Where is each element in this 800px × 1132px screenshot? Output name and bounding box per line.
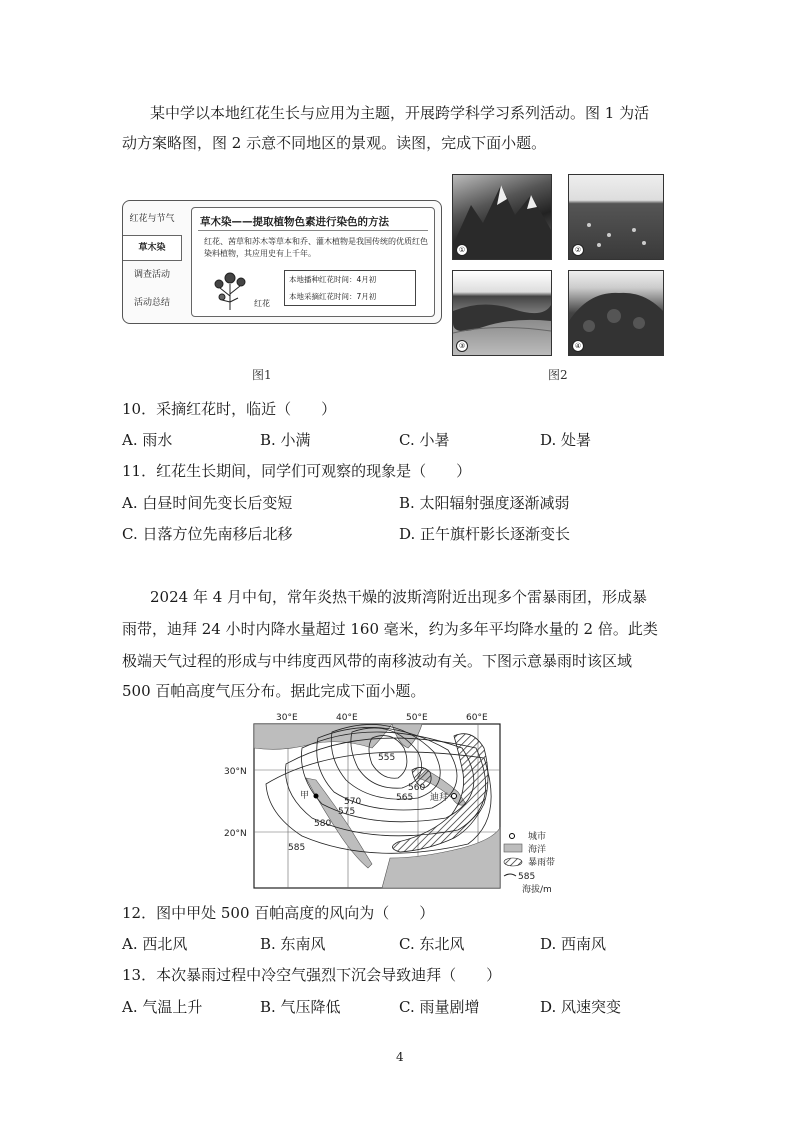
photo-number: ④ — [572, 340, 584, 352]
figure1-content-box — [191, 207, 435, 317]
divider — [198, 230, 428, 231]
q12-option-b[interactable]: B. 东南风 — [260, 935, 326, 953]
city-marker — [314, 794, 319, 799]
sidebar-item-summary: 活动总结 — [133, 298, 170, 308]
q11-option-d[interactable]: D. 正午旗杆影长逐渐变长 — [399, 525, 571, 543]
intro1-line1: 某中学以本地红花生长与应用为主题，开展跨学科学习系列活动。图 1 为活 — [150, 104, 650, 122]
intro2-line2: 雨带，迪拜 24 小时内降水量超过 160 毫米，约为多年平均降水量的 2 倍。此类 — [122, 620, 658, 638]
q10-option-a[interactable]: A. 雨水 — [122, 431, 173, 449]
safflower-plant-icon — [206, 264, 254, 312]
sidebar-item-survey: 调查活动 — [133, 270, 170, 280]
intro2-line3: 极端天气过程的形成与中纬度西风带的南移波动有关。下图示意暴雨时该区域 — [122, 652, 633, 670]
intro1-line2: 动方案略图，图 2 示意不同地区的景观。读图，完成下面小题。 — [122, 134, 547, 152]
lon-label: 40°E — [336, 713, 358, 723]
lat-label: 30°N — [224, 767, 247, 777]
lon-label: 30°E — [276, 713, 298, 723]
svg-text:575: 575 — [338, 807, 356, 817]
svg-text:565: 565 — [396, 793, 414, 803]
q11-stem: 11．红花生长期间，同学们可观察的现象是（ ） — [122, 462, 472, 480]
photo-number: ② — [572, 244, 584, 256]
q10-option-c[interactable]: C. 小暑 — [399, 431, 450, 449]
svg-text:海洋: 海洋 — [528, 845, 547, 855]
svg-text:560: 560 — [408, 783, 426, 793]
q10-stem: 10．采摘红花时，临近（ ） — [122, 400, 337, 418]
q13-stem: 13．本次暴雨过程中冷空气强烈下沉会导致迪拜（ ） — [122, 966, 502, 984]
figure1-activity-plan — [122, 200, 442, 324]
q12-option-d[interactable]: D. 西南风 — [540, 935, 607, 953]
sowing-time: 本地播种红花时间：4月初 — [289, 275, 377, 284]
intro2-line4: 500 百帕高度气压分布。据此完成下面小题。 — [122, 682, 426, 700]
lat-label: 20°N — [224, 829, 247, 839]
photo-3-desert — [452, 270, 552, 356]
q11-option-a[interactable]: A. 白昼时间先变长后变短 — [122, 494, 293, 512]
figure1-description: 红花、茜草和苏木等草本和乔、灌木植物是我国传统的优质红色染料植物，其应用史有上千年。 — [204, 237, 428, 258]
lon-label: 60°E — [466, 713, 488, 723]
photo-2-grassland — [568, 174, 664, 260]
lon-label: 50°E — [406, 713, 428, 723]
photo-number: ① — [456, 244, 468, 256]
harvest-time: 本地采摘红花时间：7月初 — [289, 292, 377, 301]
intro2-line1: 2024 年 4 月中旬，常年炎热干燥的波斯湾附近出现多个雷暴雨团，形成暴 — [150, 588, 648, 606]
svg-text:城市: 城市 — [528, 832, 547, 842]
page-number: 4 — [396, 1050, 404, 1064]
svg-text:555: 555 — [378, 753, 396, 763]
q13-option-a[interactable]: A. 气温上升 — [122, 998, 203, 1016]
figure1-title: 草木染——提取植物色素进行染色的方法 — [200, 216, 389, 228]
sidebar-item-solar-terms: 红花与节气 — [129, 214, 175, 224]
q13-option-c[interactable]: C. 雨量剧增 — [399, 998, 480, 1016]
q11-option-c[interactable]: C. 日落方位先南移后北移 — [122, 525, 293, 543]
svg-text:580: 580 — [314, 819, 332, 829]
place-jia: 甲 — [300, 791, 310, 801]
q13-option-b[interactable]: B. 气压降低 — [260, 998, 341, 1016]
q11-option-b[interactable]: B. 太阳辐射强度逐渐减弱 — [399, 494, 570, 512]
q13-option-d[interactable]: D. 风速突变 — [540, 998, 622, 1016]
q10-option-d[interactable]: D. 处暑 — [540, 431, 592, 449]
place-dubai: 迪拜 — [430, 793, 449, 803]
figure1-note-box — [284, 270, 416, 306]
photo-number: ③ — [456, 340, 468, 352]
figure1-caption: 图1 — [252, 368, 272, 382]
q12-option-a[interactable]: A. 西北风 — [122, 935, 188, 953]
city-marker — [452, 794, 457, 799]
svg-text:585: 585 — [288, 843, 306, 853]
q12-stem: 12．图中甲处 500 百帕高度的风向为（ ） — [122, 904, 435, 922]
pressure-map — [222, 708, 556, 894]
svg-text:570: 570 — [344, 797, 362, 807]
q12-option-c[interactable]: C. 东北风 — [399, 935, 465, 953]
q10-option-b[interactable]: B. 小满 — [260, 431, 311, 449]
plant-label: 红花 — [254, 299, 270, 308]
svg-text:暴雨带: 暴雨带 — [528, 858, 556, 868]
photo-4-forest — [568, 270, 664, 356]
svg-text:海拔/m: 海拔/m — [522, 885, 552, 894]
sidebar-item-plant-dyeing: 草木染 — [123, 235, 182, 261]
photo-1-mountains — [452, 174, 552, 260]
map-legend — [504, 830, 555, 894]
svg-text:585: 585 — [518, 872, 536, 882]
figure2-caption: 图2 — [548, 368, 568, 382]
